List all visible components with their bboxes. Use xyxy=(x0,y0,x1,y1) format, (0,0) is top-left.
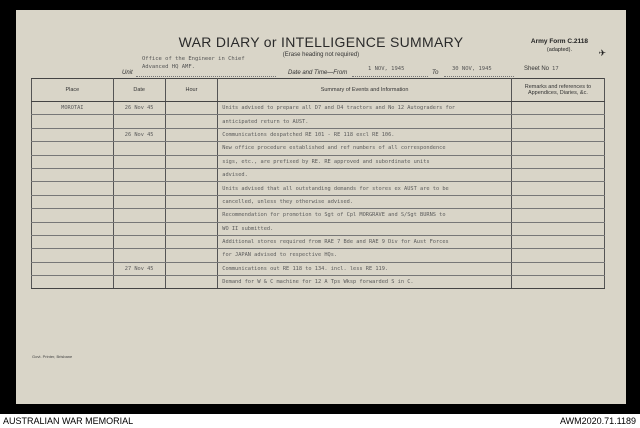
cell-summary: WO II submitted. xyxy=(218,222,512,235)
cell-place xyxy=(32,115,114,128)
printer-imprint: Govt. Printer, Brisbane xyxy=(32,354,73,359)
diary-sheet xyxy=(16,10,626,404)
cell-date xyxy=(113,276,165,289)
cell-remarks xyxy=(511,182,604,195)
sheet-number xyxy=(524,66,559,72)
cell-hour xyxy=(165,182,218,195)
unit-line-2: Advanced HQ AMF. xyxy=(142,64,195,70)
cell-place: MOROTAI xyxy=(32,102,114,115)
cell-remarks xyxy=(511,235,604,248)
diary-table xyxy=(31,78,605,289)
cell-date xyxy=(113,222,165,235)
cell-date xyxy=(113,168,165,181)
ink-mark-icon: ✈ xyxy=(598,48,606,58)
cell-summary: New office procedure established and ref numbers of all correspondence xyxy=(218,142,512,155)
date-label: Date and Time—From xyxy=(288,70,348,76)
cell-remarks xyxy=(511,222,604,235)
cell-hour xyxy=(165,168,218,181)
cell-remarks xyxy=(511,128,604,141)
table-row xyxy=(32,195,605,208)
to-label: To xyxy=(432,70,439,76)
cell-place xyxy=(32,182,114,195)
header-date: Date xyxy=(113,79,165,102)
cell-summary: sigs, etc., are prefixed by RE. RE approved and subordinate units xyxy=(218,155,512,168)
cell-summary: anticipated return to AUST. xyxy=(218,115,512,128)
table-row xyxy=(32,115,605,128)
form-subtitle: (Erase heading not required) xyxy=(282,52,360,58)
cell-hour xyxy=(165,262,218,275)
cell-place xyxy=(32,235,114,248)
table-row xyxy=(32,209,605,222)
table-header-row xyxy=(32,79,605,102)
header-remarks: Remarks and references to Appendices, Diaries, &c. xyxy=(511,79,604,102)
form-title: WAR DIARY or INTELLIGENCE SUMMARY xyxy=(178,34,464,50)
unit-label: Unit xyxy=(122,70,133,76)
cell-place xyxy=(32,262,114,275)
cell-remarks xyxy=(511,115,604,128)
footer-institution: AUSTRALIAN WAR MEMORIAL xyxy=(3,416,134,426)
cell-hour xyxy=(165,276,218,289)
cell-remarks xyxy=(511,195,604,208)
cell-remarks xyxy=(511,249,604,262)
archive-footer xyxy=(0,414,640,428)
unit-value xyxy=(142,55,245,71)
cell-summary: Demand for W & C machine for 12 A Tps Wksp forwarded S in C. xyxy=(218,276,512,289)
form-number-main: Army Form C.2118 xyxy=(530,38,588,45)
cell-summary: Recommendation for promotion to Sgt of Cpl MORGRAVE and S/Sgt BURNS to xyxy=(218,209,512,222)
cell-summary: Units advised to prepare all D7 and D4 tractors and No 12 Autograders for xyxy=(218,102,512,115)
table-row xyxy=(32,262,605,275)
header-place: Place xyxy=(32,79,114,102)
footer-accession: AWM2020.71.1189 xyxy=(559,416,636,426)
unit-line-1: Office of the Engineer in Chief xyxy=(142,56,245,62)
cell-remarks xyxy=(511,262,604,275)
cell-place xyxy=(32,128,114,141)
cell-remarks xyxy=(511,168,604,181)
cell-summary: Additional stores required from RAE 7 Bde and RAE 9 Div for Aust Forces xyxy=(218,235,512,248)
cell-date xyxy=(113,115,165,128)
cell-hour xyxy=(165,222,218,235)
cell-place xyxy=(32,155,114,168)
cell-date xyxy=(113,142,165,155)
cell-hour xyxy=(165,128,218,141)
table-row xyxy=(32,128,605,141)
cell-hour xyxy=(165,142,218,155)
table-row xyxy=(32,168,605,181)
cell-hour xyxy=(165,195,218,208)
cell-remarks xyxy=(511,102,604,115)
table-row xyxy=(32,182,605,195)
cell-remarks xyxy=(511,142,604,155)
unit-underline xyxy=(136,76,276,77)
cell-summary: advised. xyxy=(218,168,512,181)
cell-date xyxy=(113,209,165,222)
cell-remarks xyxy=(511,155,604,168)
sheet-number-value: 17 xyxy=(552,66,559,72)
cell-hour xyxy=(165,102,218,115)
cell-date xyxy=(113,195,165,208)
header-summary: Summary of Events and Information xyxy=(218,79,512,102)
cell-hour xyxy=(165,249,218,262)
cell-date xyxy=(113,182,165,195)
cell-summary: Communications out RE 118 to 134. incl. less RE 119. xyxy=(218,262,512,275)
cell-summary: Units advised that all outstanding demands for stores ex AUST are to be xyxy=(218,182,512,195)
table-row xyxy=(32,102,605,115)
cell-place xyxy=(32,276,114,289)
cell-hour xyxy=(165,155,218,168)
table-row xyxy=(32,249,605,262)
date-from: 1 NOV, 1945 xyxy=(368,66,405,72)
cell-remarks xyxy=(511,209,604,222)
date-to-underline xyxy=(444,76,514,77)
table-row xyxy=(32,235,605,248)
cell-date xyxy=(113,235,165,248)
sheet-number-label: Sheet No xyxy=(524,66,550,72)
cell-date xyxy=(113,155,165,168)
cell-summary: for JAPAN advised to respective HQs. xyxy=(218,249,512,262)
cell-date: 27 Nov 45 xyxy=(113,262,165,275)
cell-place xyxy=(32,249,114,262)
cell-place xyxy=(32,142,114,155)
table-row xyxy=(32,276,605,289)
form-number-sub: (adapted). xyxy=(546,47,572,53)
table-row xyxy=(32,155,605,168)
cell-remarks xyxy=(511,276,604,289)
cell-hour xyxy=(165,115,218,128)
cell-place xyxy=(32,168,114,181)
table-row xyxy=(32,142,605,155)
cell-date xyxy=(113,249,165,262)
form-number xyxy=(531,38,588,54)
cell-date: 26 Nov 45 xyxy=(113,128,165,141)
cell-place xyxy=(32,209,114,222)
header-hour: Hour xyxy=(165,79,218,102)
cell-place xyxy=(32,195,114,208)
date-to: 30 NOV, 1945 xyxy=(452,66,492,72)
cell-hour xyxy=(165,209,218,222)
date-from-underline xyxy=(352,76,428,77)
table-row xyxy=(32,222,605,235)
cell-place xyxy=(32,222,114,235)
cell-summary: cancelled, unless they otherwise advised. xyxy=(218,195,512,208)
cell-summary: Communications despatched RE 101 - RE 118 excl RE 106. xyxy=(218,128,512,141)
cell-hour xyxy=(165,235,218,248)
cell-date: 26 Nov 45 xyxy=(113,102,165,115)
